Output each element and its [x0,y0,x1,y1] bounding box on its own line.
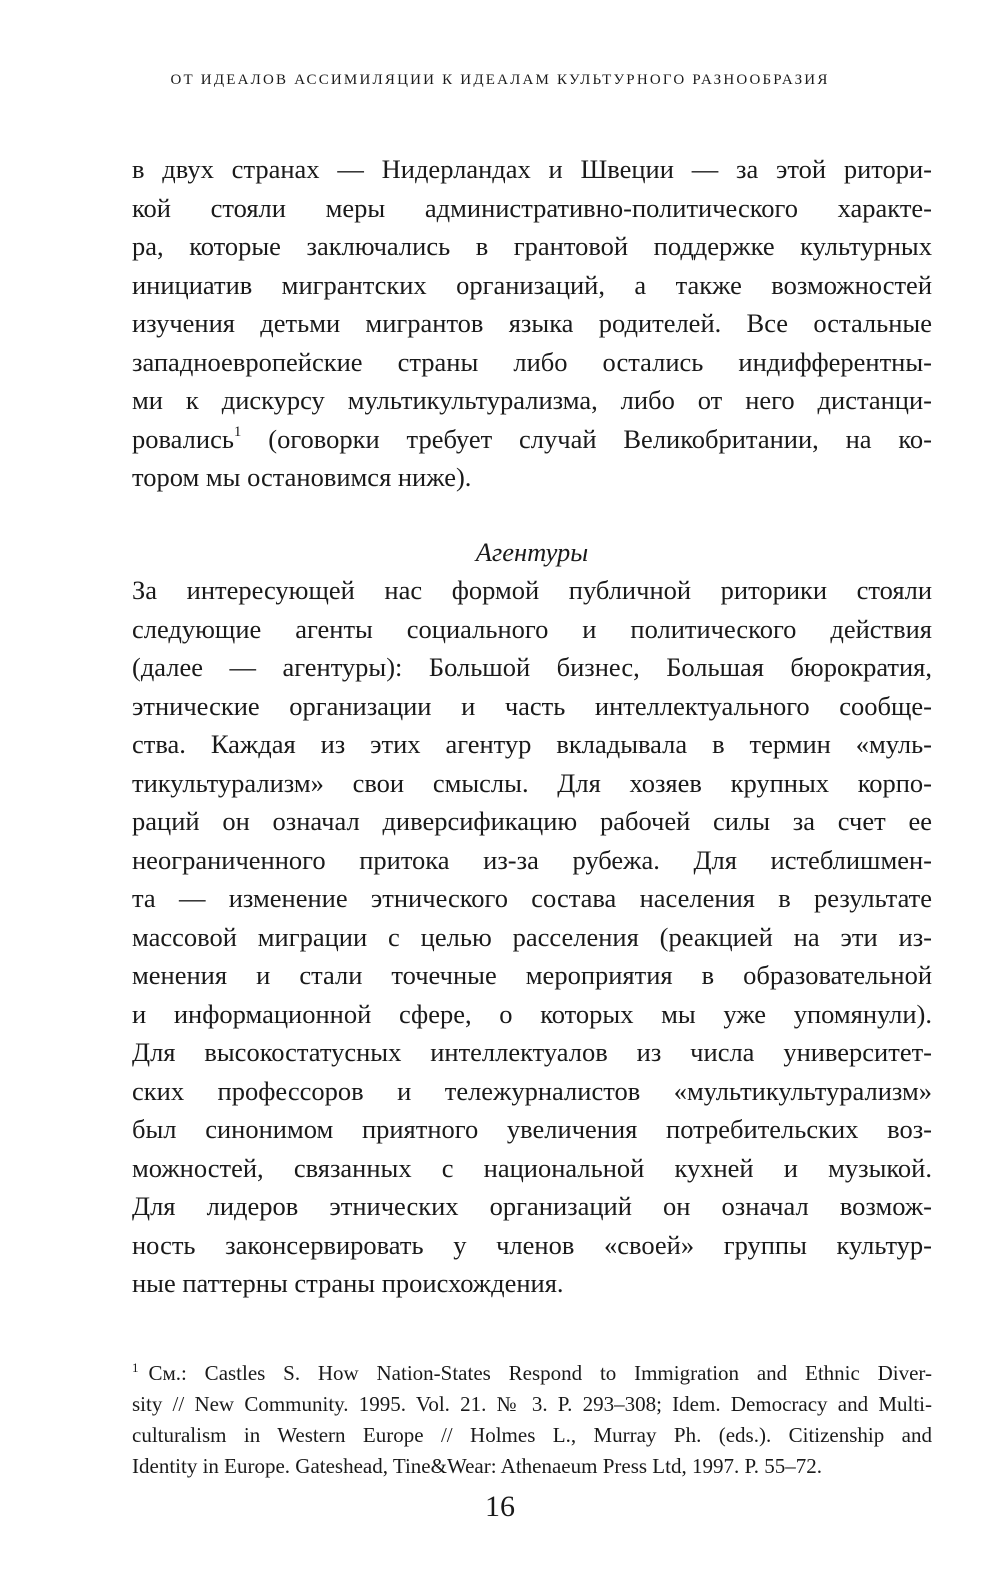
text-line: изучения детьми мигрантов языка родителей. Все остальные [132,308,932,338]
text-line: западноевропейские страны либо остались индифферентны- [132,346,932,377]
running-head: ОТ ИДЕАЛОВ АССИМИЛЯЦИИ К ИДЕАЛАМ КУЛЬТУРНОГО РАЗНООБРАЗИЯ [170,72,830,88]
text-line: ные паттерны страны происхождения. [132,1268,564,1298]
text-line: раций он означал диверсификацию рабочей силы за счет ее [132,806,932,836]
text-line: ми к дискурсу мультикультурализма, либо от него дистанци- [132,385,932,415]
text-line: За интересующей нас формой публичной риторики стояли [132,575,932,605]
footnote-mark: 1 [132,1360,139,1375]
text-fragment: (оговорки требует случай Великобритании, на ко- [241,423,932,454]
footnote [132,1352,932,1482]
text-line: и информационной сфере, о которых мы уже упомянули). [132,998,932,1029]
footnote-line: culturalism in Western Europe // Holmes L., Murray Ph. (eds.). Citizenship and [132,1423,932,1447]
text-line: был синонимом приятного увеличения потребительских воз- [132,1114,932,1144]
text-line: ра, которые заключались в грантовой поддержке культурных [132,231,932,261]
text-line: та — изменение этнического состава населения в результате [132,883,932,913]
text-line: ских профессоров и тележурналистов «мультикультурализм» [132,1075,932,1106]
text-line: Для высокостатусных интеллектуалов из числа университет- [132,1037,932,1067]
text-line: инициатив мигрантских организаций, а также возможностей [132,269,932,300]
text-line: менения и стали точечные мероприятия в образовательной [132,960,932,990]
text-line: следующие агенты социального и политического действия [132,613,932,644]
text-line: массовой миграции с целью расселения (реакцией на эти из- [132,921,932,952]
text-line: (далее — агентуры): Большой бизнес, Большая бюрократия, [132,652,932,682]
main-text [132,150,932,1303]
text-line: кой стояли меры административно-политического характе- [132,192,932,223]
footnote-line [132,1352,932,1389]
text-line: ства. Каждая из этих агентур вкладывала в термин «муль- [132,729,932,759]
footnote-text: См.: Castles S. How Nation-States Respond to Immigration and Ethnic Diver- [148,1361,932,1385]
text-line: этнические организации и часть интеллектуального сообще- [132,690,932,721]
section-subheading: Агентуры [475,536,589,567]
footnote-line: Identity in Europe. Gateshead, Tine&Wear: Athenaeum Press Ltd, 1997. P. 55–72. [132,1454,823,1478]
text-line: тикультурализм» свои смыслы. Для хозяев крупных корпо- [132,767,932,798]
footnote-reference: 1 [233,423,242,440]
text-fragment: ровались [132,423,234,454]
text-line: Для лидеров этнических организаций он означал возмож- [132,1191,932,1221]
text-line: тором мы остановимся ниже). [132,462,472,492]
text-line: в двух странах — Нидерландах и Швеции — за этой ритори- [132,154,932,184]
text-line-with-footnote-ref [132,420,932,459]
page-number: 16 [485,1490,515,1523]
footnote-line: sity // New Community. 1995. Vol. 21. № 3. P. 293–308; Idem. Democracy and Multi- [132,1392,932,1416]
text-line: неограниченного притока из-за рубежа. Для истеблишмен- [132,844,932,875]
text-line: ность законсервировать у членов «своей» группы культур- [132,1229,932,1260]
text-line: можностей, связанных с национальной кухней и музыкой. [132,1152,932,1183]
